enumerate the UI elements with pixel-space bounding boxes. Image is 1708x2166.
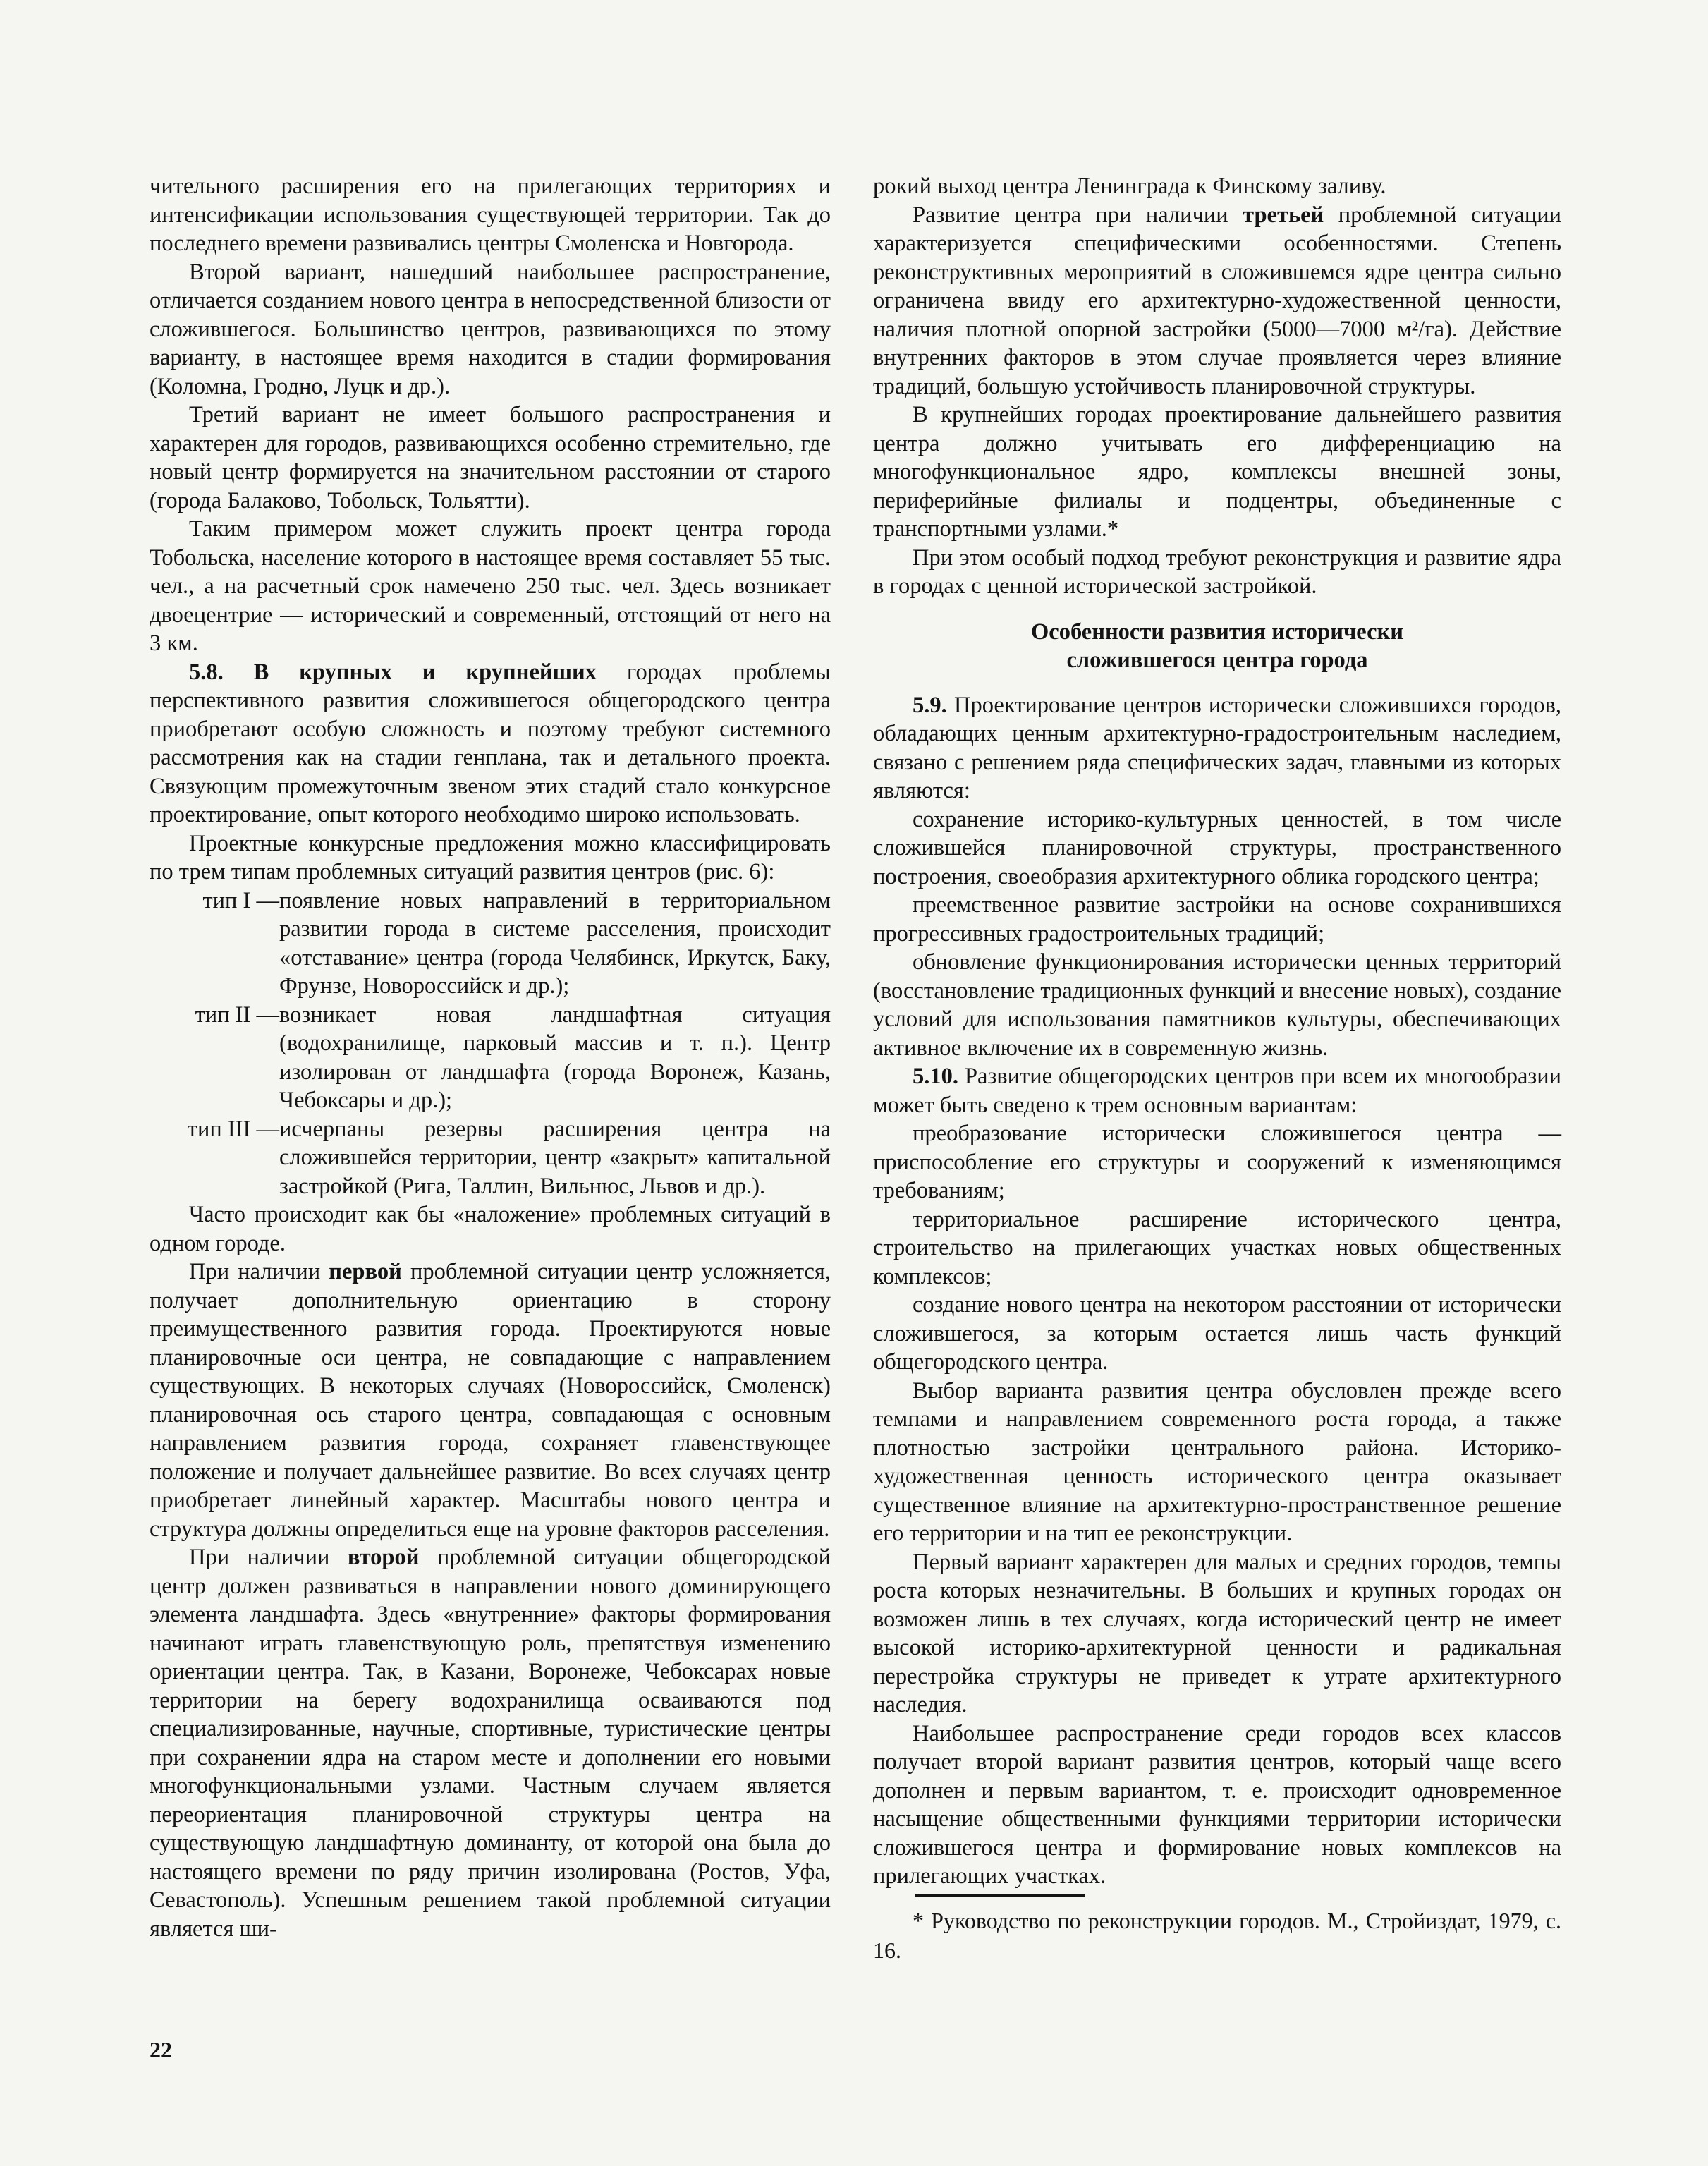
paragraph xyxy=(150,1543,831,1943)
paragraph-text: Развитие центра при наличии xyxy=(913,202,1228,228)
section-number: 5.10. xyxy=(913,1064,958,1089)
emphasis: третьей xyxy=(1243,202,1324,228)
paragraph: чительного расширения его на прилегающих территориях и интенсификации использования существующей территории. Так до последнего времени развивались центры Смоленска и Новгорода. xyxy=(150,174,831,256)
paragraph: В крупнейших городах проектирование дальнейшего развития центра должно учитывать его дифференциацию на многофункциональное ядро, комплексы внешней зоны, периферийные филиалы и подцентры, объединенные с транспортными узлами.* xyxy=(873,402,1561,542)
type-text: возникает новая ландшафтная ситуация (водохранилище, парковый массив и т. п.). Центр изолирован от ландшафта (города Воронеж, Казань, Чебоксары и др.); xyxy=(279,1002,831,1113)
paragraph: При этом особый подход требуют реконструкция и развитие ядра в городах с ценной исторической застройкой. xyxy=(873,544,1561,599)
section-heading xyxy=(873,618,1561,674)
type-label: тип III — xyxy=(187,1116,279,1142)
paragraph: Наибольшее распространение среди городов всех классов получает второй вариант развития центров, который чаще всего дополнен и первым вариантом, т. е. происходит одновременное насыщение общественными функциями территории исторически сложившегося центра и формирование новых комплексов на прилегающих участках. xyxy=(873,1720,1561,1889)
paragraph-text: Проектирование центров исторически сложившихся городов, обладающих ценным архитектурно-градостроительным наследием, связано с решением ряда специфических задач, главными из которых являются: xyxy=(873,692,1561,803)
emphasis: первой xyxy=(329,1259,402,1284)
paragraph-text: При наличии xyxy=(189,1259,321,1284)
paragraph: Третий вариант не имеет большого распространения и характерен для городов, развивающихся особенно стремительно, где новый центр формируется на значительном расстоянии от старого (города Балаково, Тобольск, Тольятти). xyxy=(150,402,831,513)
paragraph: Второй вариант, нашедший наибольшее распространение, отличается созданием нового центра в непосредственной близости от сложившегося. Большинство центров, развивающихся по этому варианту, в настоящее время находится в стадии формирования (Коломна, Гродно, Луцк и др.). xyxy=(150,259,831,399)
task-item: преемственное развитие застройки на основе сохранившихся прогрессивных градостроительных традиций; xyxy=(873,892,1561,947)
section-number: 5.8. xyxy=(189,659,224,685)
paragraph: Часто происходит как бы «наложение» проблемных ситуаций в одном городе. xyxy=(150,1202,831,1256)
type-label: тип I — xyxy=(202,887,279,913)
type-list-item xyxy=(171,887,831,1001)
section-number: 5.9. xyxy=(913,692,947,718)
type-text: исчерпаны резервы расширения центра на сложившейся территории, центр «закрыт» капитальной застройкой (Рига, Таллин, Вильнюс, Львов и др.). xyxy=(279,1116,831,1199)
section-5-8-paragraph xyxy=(150,658,831,829)
right-column xyxy=(873,172,1561,1891)
page-number: 22 xyxy=(150,2037,172,2062)
type-text: появление новых направлений в территориальном развитии города в системе расселения, происходит «отставание» центра (города Челябинск, Иркутск, Баку, Фрунзе, Новороссийск и др.); xyxy=(279,887,831,999)
heading-line: Особенности развития исторически xyxy=(1031,619,1403,645)
section-5-10-paragraph xyxy=(873,1062,1561,1119)
variant-item: территориальное расширение исторического центра, строительство на прилегающих участках новых общественных комплексов; xyxy=(873,1206,1561,1289)
paragraph: Проектные конкурсные предложения можно классифицировать по трем типам проблемных ситуаций развития центров (рис. 6): xyxy=(150,830,831,884)
task-item: обновление функционирования исторически ценных территорий (восстановление традиционных функций и внесение новых), создание условий для использования памятников культуры, обеспечивающих активное включение их в современную жизнь. xyxy=(873,949,1561,1061)
paragraph-text: При наличии xyxy=(189,1545,330,1570)
paragraph-text: проблемной ситуации характеризуется специфическими особенностями. Степень реконструктивных мероприятий в сложившемся ядре центра сильно ограничена ввиду его архитектурно-художественной ценности, наличия плотной опорной застройки (5000—7000 м²/га). Действие внутренних факторов в этом случае проявляется через влияние традиций, большую устойчивость планировочной структуры. xyxy=(873,202,1562,399)
type-list-item xyxy=(171,1115,831,1201)
paragraph: Первый вариант характерен для малых и средних городов, темпы роста которых незначительны. В больших и крупных городах он возможен лишь в тех случаях, когда исторический центр не имеет высокой историко-архитектурной ценности и радикальная перестройка структуры не приведет к утрате архитектурного наследия. xyxy=(873,1549,1561,1717)
paragraph: рокий выход центра Ленинграда к Финскому заливу. xyxy=(873,174,1386,199)
variant-item: создание нового центра на некотором расстоянии от исторически сложившегося, за которым остается лишь часть функций общегородского центра. xyxy=(873,1292,1561,1375)
paragraph xyxy=(150,1258,831,1543)
footnote-divider xyxy=(915,1894,1085,1897)
variant-item: преобразование исторически сложившегося центра — приспособление его структуры и сооружений к изменяющимся требованиям; xyxy=(873,1121,1561,1203)
heading-line: сложившегося центра города xyxy=(1066,647,1368,673)
type-label: тип II — xyxy=(195,1002,279,1028)
type-list-item xyxy=(171,1001,831,1115)
section-5-9-paragraph xyxy=(873,691,1561,805)
paragraph-text: городах проблемы перспективного развития сложившегося общегородского центра приобретают особую сложность и поэтому требуют системного рассмотрения как на стадии генплана, так и детального проекта. Связующим промежуточным звеном этих стадий стало конкурсное проектирование, опыт которого необходимо широко использовать. xyxy=(150,659,831,827)
emphasis: второй xyxy=(347,1545,420,1570)
left-column xyxy=(150,172,831,1943)
paragraph-text: проблемной ситуации центр усложняется, получает дополнительную ориентацию в сторону преимущественного развития города. Проектируются новые планировочные оси центра, не совпадающие с направлением существующих. В некоторых случаях (Новороссийск, Смоленск) планировочная ось старого центра, совпадающая с основным направлением развития города, сохраняет главенствующее положение и получает дальнейшее развитие. Во всех случаях центр приобретает линейный характер. Масштабы нового центра и структура должны определиться еще на уровне факторов расселения. xyxy=(150,1259,831,1542)
paragraph-text: проблемной ситуации общегородской центр должен развиваться в направлении нового доминирующего элемента ландшафта. Здесь «внутренние» факторы формирования начинают играть главенствующую роль, препятствуя изменению ориентации центра. Так, в Казани, Воронеже, Чебоксарах новые территории на берегу водохранилища осваиваются под специализированные, научные, спортивные, туристические центры при сохранении ядра на старом месте и дополнении его новыми многофункциональными узлами. Частным случаем является переориентация планировочной структуры центра на существующую ландшафтную доминанту, от которой она была до настоящего времени по ряду причин изолирована (Ростов, Уфа, Севастополь). Успешным решением такой проблемной ситуации является ши- xyxy=(150,1545,831,1942)
paragraph xyxy=(873,201,1561,401)
emphasis: В крупных и крупнейших xyxy=(253,659,597,685)
footnote: * Руководство по реконструкции городов. М., Стройиздат, 1979, с. 16. xyxy=(873,1908,1561,1963)
task-item: сохранение историко-культурных ценностей, в том числе сложившейся планировочной структуры, пространственного построения, своеобразия архитектурного облика городского центра; xyxy=(873,806,1561,889)
paragraph: Выбор варианта развития центра обусловлен прежде всего темпами и направлением современного роста города, а также плотностью застройки центрального района. Историко-художественная ценность исторического центра оказывает существенное влияние на архитектурно-пространственное решение его территории и на тип ее реконструкции. xyxy=(873,1377,1561,1546)
paragraph-text: Развитие общегородских центров при всем их многообразии может быть сведено к трем основным вариантам: xyxy=(873,1064,1561,1118)
paragraph: Таким примером может служить проект центра города Тобольска, население которого в настоящее время составляет 55 тыс. чел., а на расчетный срок намечено 250 тыс. чел. Здесь возникает двоецентрие — исторический и современный, отстоящий от него на 3 км. xyxy=(150,516,831,656)
